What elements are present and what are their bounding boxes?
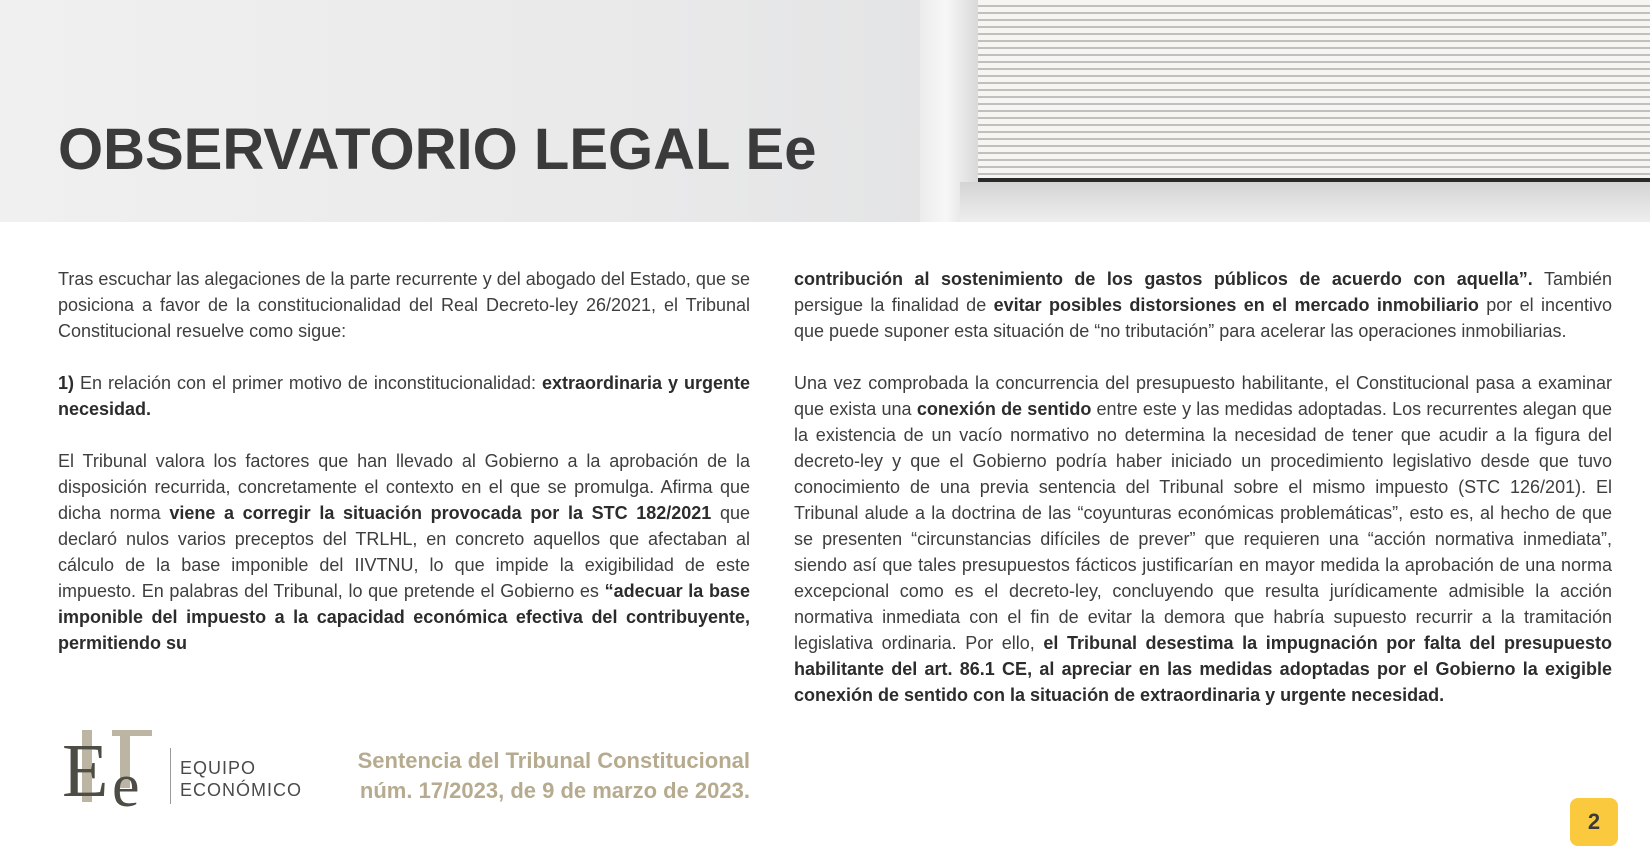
book-pages-image (920, 0, 1650, 222)
logo-text-line1: EQUIPO (180, 758, 257, 778)
footer-logo (62, 726, 302, 810)
paragraph (58, 370, 750, 422)
left-column (58, 266, 750, 682)
header-banner (0, 0, 1650, 222)
paragraph-text: Tras escuchar las alegaciones de la parte recurrente y del abogado del Estado, que se posiciona a favor de la constitucionalidad del Real Decreto-ley 26/2021, el Tribunal Constitucional resuelve como sigue: (58, 269, 750, 341)
paragraph-bold: “adecuar la base imponible del impuesto a la capacidad económica efectiva del contribuyente, permitiendo su (58, 581, 750, 653)
paragraph-bold: extraordinaria y urgente necesidad. (58, 373, 750, 419)
ee-logo-mark-icon (62, 726, 162, 810)
paragraph-bold: viene a corregir la situación provocada por la STC 182/2021 (169, 503, 712, 523)
reference-line2: núm. 17/2023, de 9 de marzo de 2023. (359, 778, 750, 803)
paragraph-text: El Tribunal valora los factores que han llevado al Gobierno a la aprobación de la disposición recurrida, concretamente el contexto en el que se promulga. Afirma que dicha norma (58, 451, 750, 523)
logo-divider (170, 748, 171, 804)
paragraph-text: por el incentivo que puede suponer esta situación de “no tributación” para acelerar las operaciones inmobiliarias. (794, 295, 1612, 341)
paragraph-bold: el Tribunal desestima la impugnación por falta del presupuesto habilitante del art. 86.1 CE, al apreciar en las medidas adoptadas por el Gobierno la exigible conexión de sentido con la situación de extraordinaria y urgente necesidad. (794, 633, 1612, 705)
paragraph-bold: contribución al sostenimiento de los gastos públicos de acuerdo con aquella”. (794, 269, 1533, 289)
paragraph-text: En relación con el primer motivo de inconstitucionalidad: (74, 373, 542, 393)
item-number: 1) (58, 373, 75, 393)
page-title: OBSERVATORIO LEGAL Ee (58, 117, 817, 182)
paragraph (58, 448, 750, 656)
paragraph-text: Una vez comprobada la concurrencia del presupuesto habilitante, el Constitucional pasa a examinar que exista una (794, 373, 1612, 419)
reference-line1: Sentencia del Tribunal Constitucional (357, 748, 750, 773)
svg-text:E: E (62, 729, 109, 810)
paragraph-text: que declaró nulos varios preceptos del TRLHL, en concreto aquellos que afectaban al cálculo de la base imponible del IIVTNU, lo que impide la exigibilidad de este impuesto. En palabras del Tribunal, lo que pretende el Gobierno es (58, 503, 750, 601)
book-page-edges (978, 0, 1650, 182)
paragraph (58, 266, 750, 344)
svg-text:e: e (112, 752, 140, 810)
sentence-reference (358, 746, 750, 806)
right-column (794, 266, 1612, 734)
paragraph-bold: conexión de sentido (916, 399, 1092, 419)
paragraph-text: También persigue la finalidad de (794, 269, 1612, 315)
page-number-badge: 2 (1570, 798, 1618, 846)
paragraph (794, 266, 1612, 344)
logo-text-line2: ECONÓMICO (180, 780, 303, 800)
paragraph-text: entre este y las medidas adoptadas. Los recurrentes alegan que la existencia de un vacío normativo no determina la necesidad de tener que acudir a la figura del decreto-ley y que el Gobierno podría haber iniciado un procedimiento legislativo desde que tuvo conocimiento de una previa sentencia del Tribunal sobre el mismo impuesto (STC 126/201). El Tribunal alude a la doctrina de las “coyunturas económicas problemáticas”, esto es, al hecho de que se presenten “circunstancias difíciles de prever” que requieren una “acción normativa inmediata”, siendo así que tales presupuestos fácticos justificarían en mayor medida la aprobación de una norma excepcional como es el decreto-ley, concluyendo que resulta jurídicamente admisible la acción normativa inmediata con el fin de evitar la demora que habría supuesto recurrir a la tramitación legislativa ordinaria. Por ello, (794, 399, 1613, 653)
paragraph (794, 370, 1612, 708)
book-cover (960, 182, 1650, 222)
paragraph-bold: evitar posibles distorsiones en el mercado inmobiliario (993, 295, 1479, 315)
